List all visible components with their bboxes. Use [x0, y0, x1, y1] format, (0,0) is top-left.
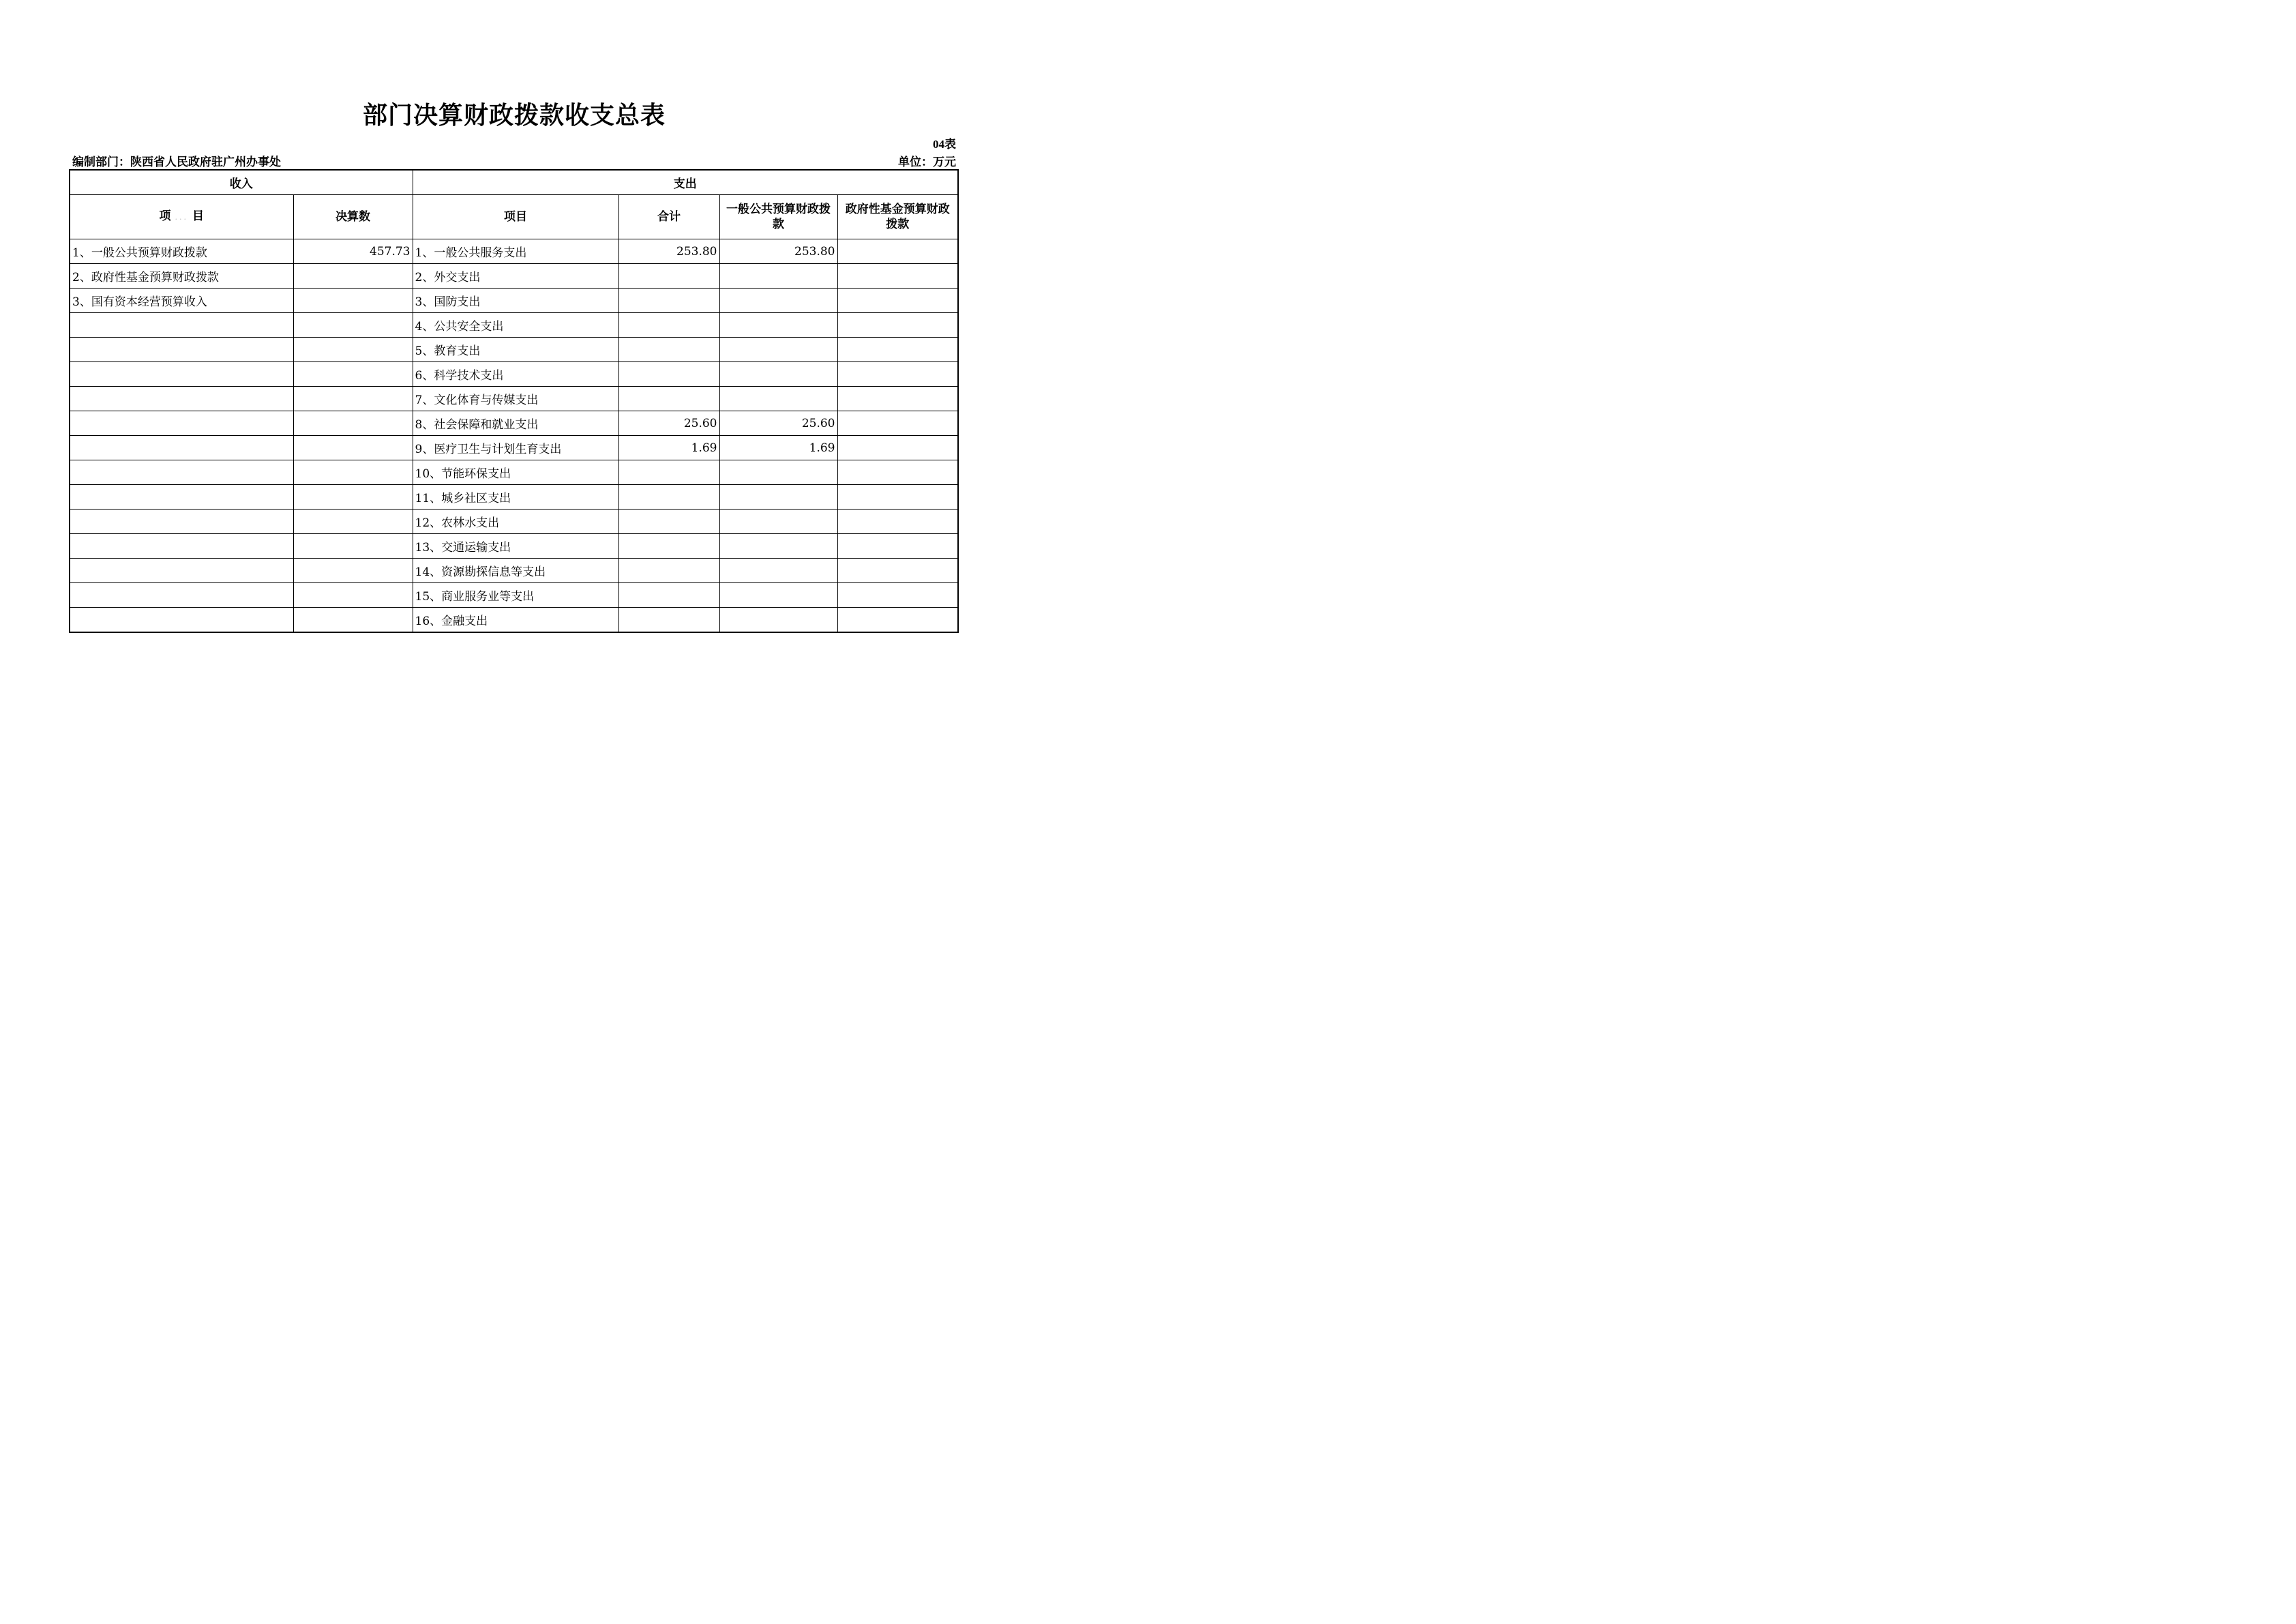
- expense-fund-cell: [837, 264, 958, 289]
- income-amount-cell: [293, 313, 413, 338]
- table-row: [70, 239, 958, 264]
- expense-group-header: 支出: [413, 170, 958, 195]
- table-row: [70, 436, 958, 460]
- expense-general-cell: [719, 485, 837, 510]
- expense-fund-cell: [837, 411, 958, 436]
- income-amount-cell: [293, 362, 413, 387]
- income-amount-cell: [293, 510, 413, 534]
- expense-general-cell: [719, 510, 837, 534]
- fiscal-summary-table: [69, 169, 959, 633]
- income-amount-cell: [293, 338, 413, 362]
- unit-label: 单位：万元: [898, 156, 956, 169]
- expense-total-cell: [618, 387, 719, 411]
- income-item-cell: [70, 510, 293, 534]
- expense-fund-cell: [837, 362, 958, 387]
- table-row: [70, 411, 958, 436]
- table-row: [70, 338, 958, 362]
- expense-item-cell: 8、社会保障和就业支出: [413, 411, 618, 436]
- expense-item-cell: 13、交通运输支出: [413, 534, 618, 559]
- table-row: [70, 534, 958, 559]
- income-amount-cell: [293, 460, 413, 485]
- income-amount-header: 决算数: [293, 195, 413, 239]
- income-amount-cell: [293, 264, 413, 289]
- expense-general-cell: [719, 264, 837, 289]
- expense-fund-cell: [837, 239, 958, 264]
- expense-general-cell: [719, 289, 837, 313]
- table-row: [70, 289, 958, 313]
- income-item-cell: [70, 436, 293, 460]
- expense-general-cell: [719, 338, 837, 362]
- expense-general-cell: [719, 460, 837, 485]
- department-name: 陕西省人民政府驻广州办事处: [130, 156, 281, 169]
- income-item-cell: [70, 411, 293, 436]
- table-row: [70, 313, 958, 338]
- expense-item-cell: 5、教育支出: [413, 338, 618, 362]
- income-amount-cell: [293, 583, 413, 608]
- table-row: [70, 485, 958, 510]
- expense-fund-cell: [837, 534, 958, 559]
- expense-general-cell: [719, 362, 837, 387]
- income-amount-cell: [293, 559, 413, 583]
- expense-general-cell: 25.60: [719, 411, 837, 436]
- income-amount-cell: [293, 387, 413, 411]
- expense-total-cell: [618, 460, 719, 485]
- expense-total-header: 合计: [618, 195, 719, 239]
- expense-total-cell: [618, 264, 719, 289]
- expense-general-cell: [719, 534, 837, 559]
- expense-total-cell: [618, 338, 719, 362]
- expense-total-cell: 253.80: [618, 239, 719, 264]
- expense-fund-cell: [837, 559, 958, 583]
- document-page: [0, 0, 1054, 749]
- department-label: 编制部门：: [72, 156, 130, 169]
- expense-fund-cell: [837, 289, 958, 313]
- expense-fund-cell: [837, 583, 958, 608]
- expense-fund-cell: [837, 510, 958, 534]
- income-item-cell: 3、国有资本经营预算收入: [70, 289, 293, 313]
- expense-item-cell: 14、资源勘探信息等支出: [413, 559, 618, 583]
- income-item-cell: [70, 583, 293, 608]
- expense-general-cell: 253.80: [719, 239, 837, 264]
- income-item-cell: 2、政府性基金预算财政拨款: [70, 264, 293, 289]
- income-item-cell: [70, 608, 293, 633]
- compiling-department: [72, 152, 281, 169]
- expense-item-cell: 9、医疗卫生与计划生育支出: [413, 436, 618, 460]
- expense-total-cell: 25.60: [618, 411, 719, 436]
- expense-item-cell: 12、农林水支出: [413, 510, 618, 534]
- expense-fund-cell: [837, 608, 958, 633]
- expense-total-cell: [618, 485, 719, 510]
- income-item-header: [70, 195, 293, 239]
- expense-general-cell: [719, 583, 837, 608]
- expense-fund-cell: [837, 387, 958, 411]
- income-item-cell: [70, 313, 293, 338]
- income-amount-cell: [293, 436, 413, 460]
- income-item-header-right: 目: [192, 209, 204, 223]
- income-item-cell: [70, 460, 293, 485]
- income-item-header-left: 项: [159, 209, 171, 223]
- expense-fund-cell: [837, 313, 958, 338]
- income-item-cell: [70, 387, 293, 411]
- table-number: 04表: [933, 138, 956, 151]
- table-row: [70, 583, 958, 608]
- income-item-cell: [70, 534, 293, 559]
- expense-general-cell: [719, 559, 837, 583]
- expense-item-cell: 7、文化体育与传媒支出: [413, 387, 618, 411]
- table-row: [70, 387, 958, 411]
- expense-item-cell: 3、国防支出: [413, 289, 618, 313]
- page-title: 部门决算财政拨款收支总表: [362, 101, 666, 130]
- column-header-row: [70, 195, 958, 239]
- income-amount-cell: [293, 289, 413, 313]
- table-row: [70, 460, 958, 485]
- income-item-cell: [70, 559, 293, 583]
- table-row: [70, 362, 958, 387]
- table-row: [70, 510, 958, 534]
- expense-total-cell: [618, 510, 719, 534]
- income-amount-cell: [293, 485, 413, 510]
- income-amount-cell: [293, 411, 413, 436]
- expense-item-cell: 1、一般公共服务支出: [413, 239, 618, 264]
- expense-total-cell: [618, 362, 719, 387]
- expense-total-cell: [618, 608, 719, 633]
- income-amount-cell: [293, 534, 413, 559]
- table-row: [70, 608, 958, 633]
- expense-total-cell: [618, 559, 719, 583]
- expense-total-cell: 1.69: [618, 436, 719, 460]
- income-group-header: 收入: [70, 170, 413, 195]
- expense-general-cell: [719, 313, 837, 338]
- expense-item-cell: 11、城乡社区支出: [413, 485, 618, 510]
- income-item-cell: [70, 362, 293, 387]
- expense-total-cell: [618, 289, 719, 313]
- expense-total-cell: [618, 313, 719, 338]
- income-amount-cell: [293, 608, 413, 633]
- expense-general-cell: [719, 387, 837, 411]
- header-dots: ...: [175, 213, 188, 222]
- income-item-cell: [70, 485, 293, 510]
- expense-item-header: 项目: [413, 195, 618, 239]
- expense-item-cell: 4、公共安全支出: [413, 313, 618, 338]
- expense-item-cell: 6、科学技术支出: [413, 362, 618, 387]
- table-row: [70, 559, 958, 583]
- income-item-cell: [70, 338, 293, 362]
- expense-fund-cell: [837, 460, 958, 485]
- expense-fund-header: 政府性基金预算财政拨款: [837, 195, 958, 239]
- expense-general-header: 一般公共预算财政拨款: [719, 195, 837, 239]
- expense-total-cell: [618, 534, 719, 559]
- expense-fund-cell: [837, 338, 958, 362]
- group-header-row: [70, 170, 958, 195]
- expense-general-cell: 1.69: [719, 436, 837, 460]
- expense-fund-cell: [837, 436, 958, 460]
- income-amount-cell: 457.73: [293, 239, 413, 264]
- expense-item-cell: 10、节能环保支出: [413, 460, 618, 485]
- expense-fund-cell: [837, 485, 958, 510]
- table-row: [70, 264, 958, 289]
- expense-total-cell: [618, 583, 719, 608]
- expense-item-cell: 2、外交支出: [413, 264, 618, 289]
- income-item-cell: 1、一般公共预算财政拨款: [70, 239, 293, 264]
- expense-general-cell: [719, 608, 837, 633]
- expense-item-cell: 15、商业服务业等支出: [413, 583, 618, 608]
- expense-item-cell: 16、金融支出: [413, 608, 618, 633]
